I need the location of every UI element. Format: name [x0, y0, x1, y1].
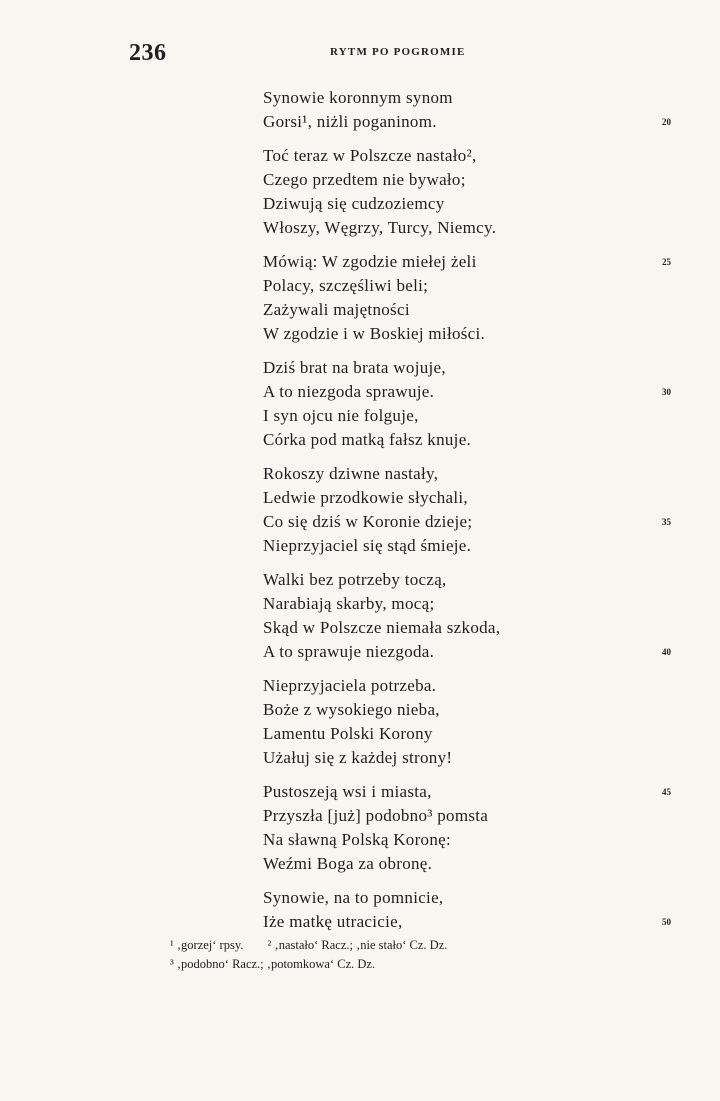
- poem-line: Włoszy, Węgrzy, Turcy, Niemcy.: [263, 218, 497, 237]
- line-number: 30: [662, 387, 671, 397]
- line-number: 20: [662, 117, 671, 127]
- poem-line: Użałuj się z każdej strony!: [263, 748, 453, 767]
- poem-line: Polacy, szczęśliwi beli;: [263, 276, 429, 295]
- line-number: 35: [662, 517, 671, 527]
- page-number: 236: [129, 40, 167, 66]
- poem-line: I syn ojcu nie folguje,: [263, 406, 419, 425]
- poem-line: Rokoszy dziwne nastały,: [263, 464, 439, 483]
- poem-line: Przyszła [już] podobno³ pomsta: [263, 806, 489, 825]
- poem-line: Zażywali majętności: [263, 300, 410, 319]
- poem-line: Narabiają skarby, mocą;: [263, 594, 435, 613]
- poem-line: Dziś brat na brata wojuje,: [263, 358, 446, 377]
- poem-line: Skąd w Polszcze niemała szkoda,: [263, 618, 501, 637]
- poem-line: Nieprzyjaciela potrzeba.: [263, 676, 437, 695]
- poem-line: Mówią: W zgodzie miełej żeli: [263, 252, 477, 271]
- poem-line: Córka pod matką fałsz knuje.: [263, 430, 472, 449]
- footnote-3: ³ ‚podobno‘ Racz.; ‚potomkowa‘ Cz. Dz.: [170, 957, 376, 971]
- poem-line: Czego przedtem nie bywało;: [263, 170, 466, 189]
- poem-line: Lamentu Polski Korony: [263, 724, 433, 743]
- footnote-2: ² ‚nastało‘ Racz.; ‚nie stało‘ Cz. Dz.: [267, 938, 448, 952]
- poem-line: A to sprawuje niezgoda.: [263, 642, 435, 661]
- poem-line: Co się dziś w Koronie dzieje;: [263, 512, 473, 531]
- poem-line: Na sławną Polską Koronę:: [263, 830, 452, 849]
- line-number: 25: [662, 257, 671, 267]
- poem-line: Nieprzyjaciel się stąd śmieje.: [263, 536, 472, 555]
- poem-line: Dziwują się cudzoziemcy: [263, 194, 445, 213]
- poem-line: W zgodzie i w Boskiej miłości.: [263, 324, 486, 343]
- line-number: 40: [662, 647, 671, 657]
- line-number: 50: [662, 917, 671, 927]
- poem-line: Walki bez potrzeby toczą,: [263, 570, 447, 589]
- poem-line: Boże z wysokiego nieba,: [263, 700, 440, 719]
- poem-line: Toć teraz w Polszcze nastało²,: [263, 146, 477, 165]
- poem-line: Pustoszeją wsi i miasta,: [263, 782, 432, 801]
- poem-line: Weźmi Boga za obronę.: [263, 854, 433, 873]
- footnote-row: [170, 936, 640, 955]
- footnote-row: [170, 955, 640, 974]
- running-title: RYTM PO POGROMIE: [330, 46, 466, 58]
- poem-line: Iże matkę utracicie,: [263, 912, 403, 931]
- footnotes: [170, 936, 640, 974]
- poem-line: Synowie, na to pomnicie,: [263, 888, 444, 907]
- poem-line: Ledwie przodkowie słychali,: [263, 488, 468, 507]
- poem-line: Gorsi¹, niżli poganinom.: [263, 112, 437, 131]
- footnote-1: ¹ ‚gorzej‘ rpsy.: [170, 938, 244, 952]
- poem-line: Synowie koronnym synom: [263, 88, 453, 107]
- line-number: 45: [662, 787, 671, 797]
- poem-line: A to niezgoda sprawuje.: [263, 382, 435, 401]
